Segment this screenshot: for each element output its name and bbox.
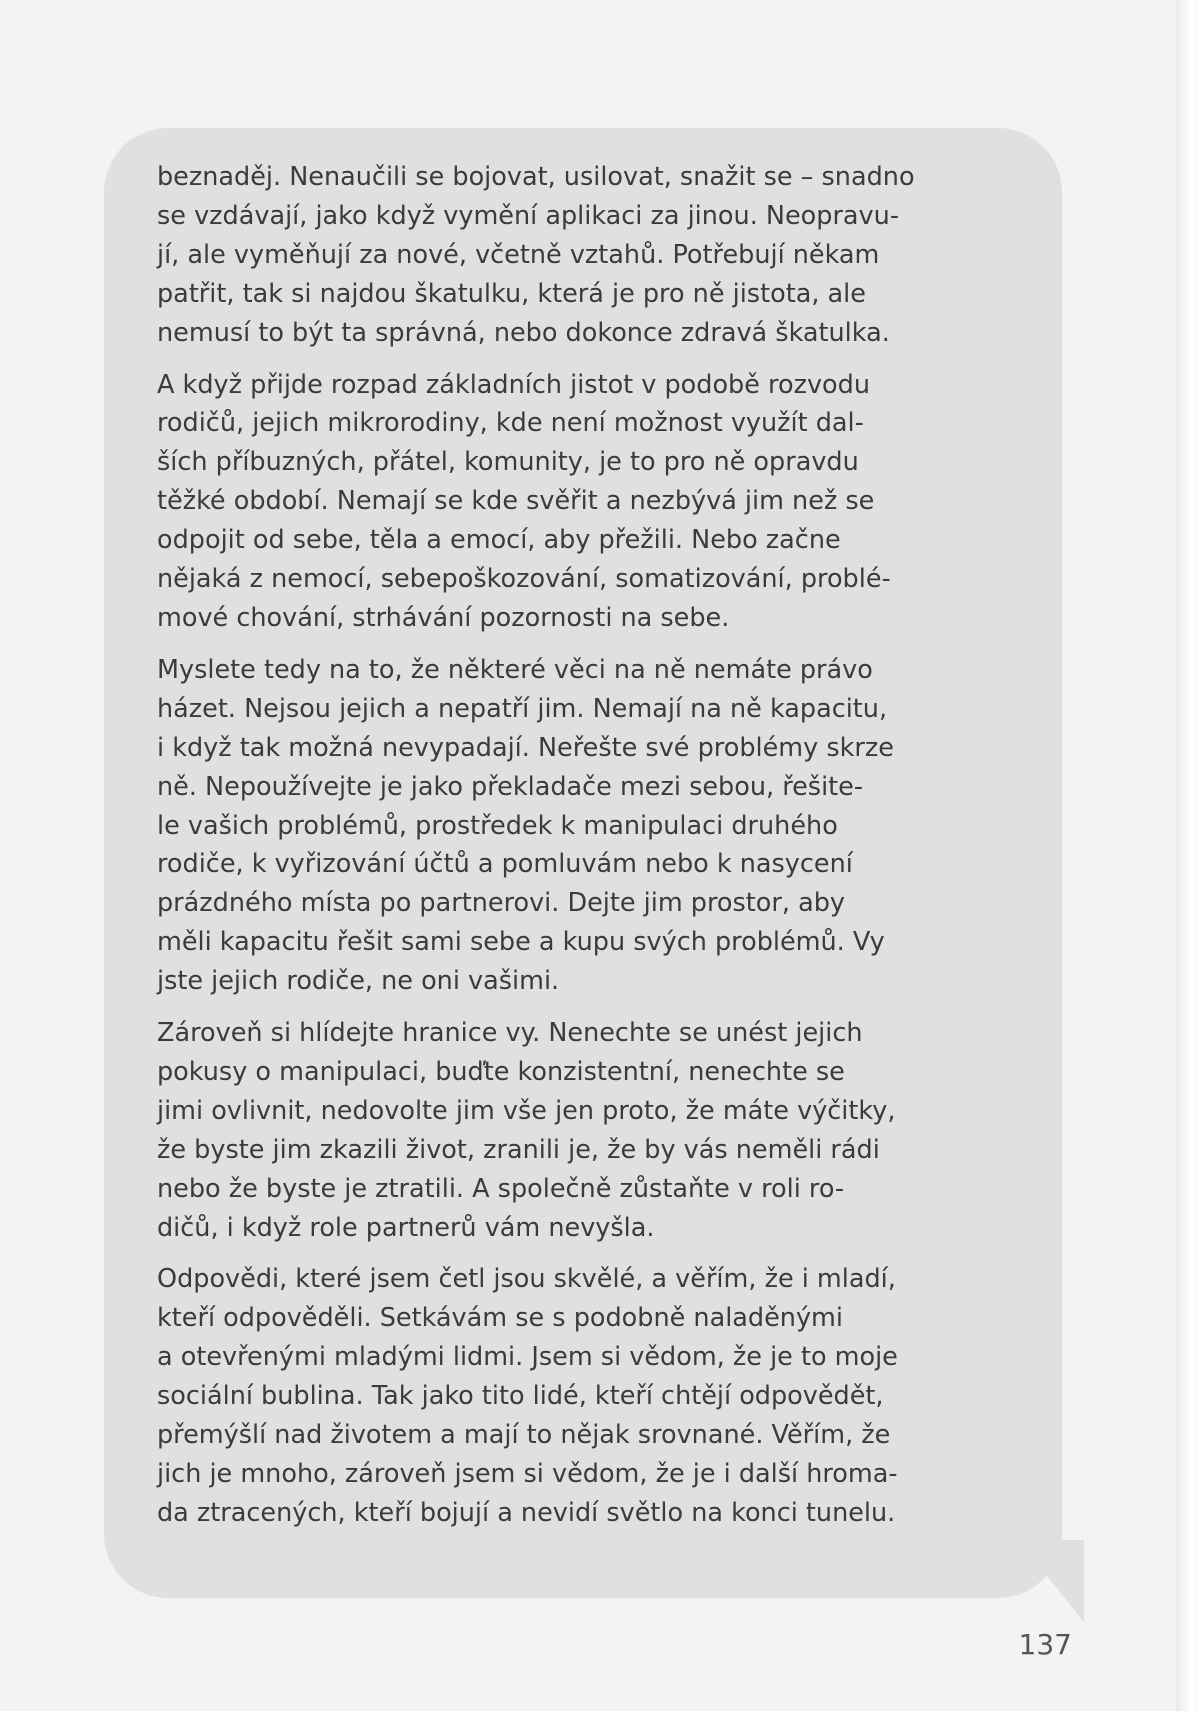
paragraph-1: beznaděj. Nenaučili se bojovat, usilovat, snažit se – snadno se vzdávají, jako když vymění aplikaci za jinou. Neopravu- jí, ale vyměňují za nové, včetně vztahů. Potřebují někam patřit, tak si najdou škatulku, která je pro ně jistota, ale nemusí to být ta správná, nebo dokonce zdravá škatulka.: [157, 162, 915, 348]
paragraph-2: A když přijde rozpad základních jistot v podobě rozvodu rodičů, jejich mikrorodiny, kde není možnost využít dal- ších příbuzných, přátel, komunity, je to pro ně opravdu těžké období. Nemají se kde svěřit a nezbývá jim než se odpojit od sebe, těla a emocí, aby přežili. Nebo začne nějaká z nemocí, sebepoškozování, somatizování, problé- mové chování, strhávání pozornosti na sebe.: [157, 369, 891, 633]
paragraph-3: Myslete tedy na to, že některé věci na ně nemáte právo házet. Nejsou jejich a nepatří jim. Nemají na ně kapacitu, i když tak možná nevypadají. Neřešte své problémy skrze ně. Nepoužívejte je jako překladače mezi sebou, řešite- le vašich problémů, prostředek k manipulaci druhého rodiče, k vyřizování účtů a pomluvám nebo k nasycení prázdného místa po partnerovi. Dejte jim prostor, aby měli kapacitu řešit sami sebe a kupu svých problémů. Vy jste jejich rodiče, ne oni vašimi.: [157, 654, 894, 997]
speech-bubble-tail: [1018, 1540, 1084, 1622]
paragraph-5: Odpovědi, které jsem četl jsou skvělé, a věřím, že i mladí, kteří odpověděli. Setkávám se s podobně naladěnými a otevřenými mladými lidmi. Jsem si vědom, že je to moje sociální bublina. Tak jako tito lidé, kteří chtějí odpovědět, přemýšlí nad životem a mají to nějak srovnané. Věřím, že jich je mnoho, zároveň jsem si vědom, že je i další hroma- da ztracených, kteří bojují a nevidí světlo na konci tunelu.: [157, 1264, 898, 1528]
page-edge: [1176, 0, 1198, 1711]
page-number: 137: [1018, 1628, 1072, 1661]
paragraph-4: Zároveň si hlídejte hranice vy. Nenechte se unést jejich pokusy o manipulaci, buďte konzistentní, nenechte se jimi ovlivnit, nedovolte jim vše jen proto, že máte výčitky, že byste jim zkazili život, zranili je, že by vás neměli rádi nebo že byste je ztratili. A společně zůstaňte v roli ro- dičů, i když role partnerů vám nevyšla.: [157, 1018, 896, 1243]
body-text: [157, 158, 1037, 1546]
